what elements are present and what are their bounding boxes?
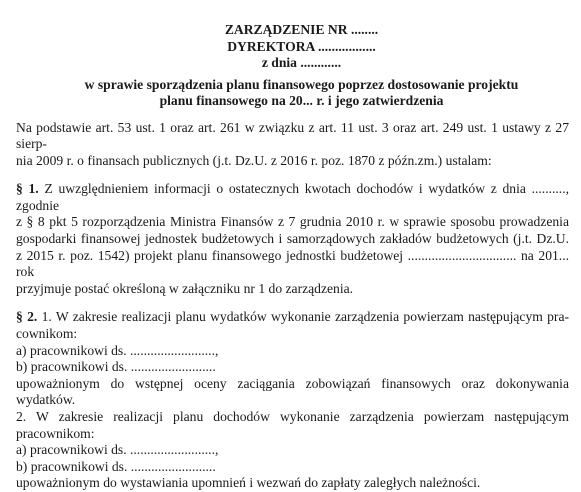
list-item: b) pracownikowi ds. ......................... (16, 458, 216, 474)
section-1-line-2: z § 8 pkt 5 rozporządzenia Ministra Finansów z 7 grudnia 2010 r. w sprawie sposobu prowadzenia (16, 214, 569, 230)
list-item: b) pracownikowi ds. ......................... (16, 359, 216, 375)
section-1-line-1 (16, 181, 569, 214)
legal-basis-line-1: Na podstawie art. 53 ust. 1 oraz art. 261 w związku z art. 11 ust. 3 oraz art. 249 ust. 1 ustawy z 27 sierp- (16, 119, 569, 152)
ordinance-subject (34, 77, 569, 110)
list-item: a) pracownikowi ds. ........................., (16, 442, 219, 458)
list-item: a) pracownikowi ds. ........................., (16, 342, 219, 358)
section-2-line-2: cownikom: (16, 326, 78, 342)
section-2-marker: § 2. (16, 309, 38, 325)
section-1-text-1: Z uwzględnieniem informacji o ostatecznych kwotach dochodów i wydatków z dnia .........., zgodnie (16, 181, 569, 213)
subject-line-2: planu finansowego na 20... r. i jego zatwierdzenia (159, 93, 444, 108)
authorization-line-2: upoważnionym do wystawiania upomnień i wezwań do zapłaty zaległych należności. (16, 475, 481, 491)
ordinance-title: ZARZĄDZENIE NR ........ (224, 22, 379, 37)
section-1-line-5: przyjmuje postać określoną w załączniku nr 1 do zarządzenia. (16, 280, 354, 296)
section-1-paragraph (16, 181, 569, 297)
section-1-marker: § 1. (16, 181, 39, 197)
document-header (16, 22, 569, 110)
legal-basis-line-2: nia 2009 r. o finansach publicznych (j.t. Dz.U. z 2016 r. poz. 1870 z późn.zm.) ustalam: (16, 152, 492, 168)
section-2-point-2: 2. W zakresie realizacji planu dochodów wykonanie zarządzenia powierzam następującym pracownikom: (16, 409, 569, 441)
director-line: DYREKTORA ................. (227, 38, 376, 54)
section-1-line-4: z 2015 r. poz. 1542) projekt planu finansowego jednostki budżetowej ................................ na 201... rok (16, 247, 569, 280)
section-2-line-1 (16, 309, 569, 326)
section-2-paragraph (16, 309, 569, 492)
legal-basis-paragraph (16, 120, 569, 170)
section-2-text-1: 1. W zakresie realizacji planu wydatków wykonanie zarządzenia powierzam następującym pra- (41, 309, 570, 325)
date-line: z dnia ............ (261, 55, 342, 70)
authorization-line-1: upoważnionym do wstępnej oceny zaciągania zobowiązań finansowych oraz dokonywania wydatków. (16, 375, 569, 408)
subject-line-1: w sprawie sporządzenia planu finansowego poprzez dostosowanie projektu (84, 76, 519, 92)
section-1-line-3: gospodarki finansowej jednostek budżetowych i samorządowych zakładów budżetowych (j.t. Dz.U. (16, 231, 569, 247)
